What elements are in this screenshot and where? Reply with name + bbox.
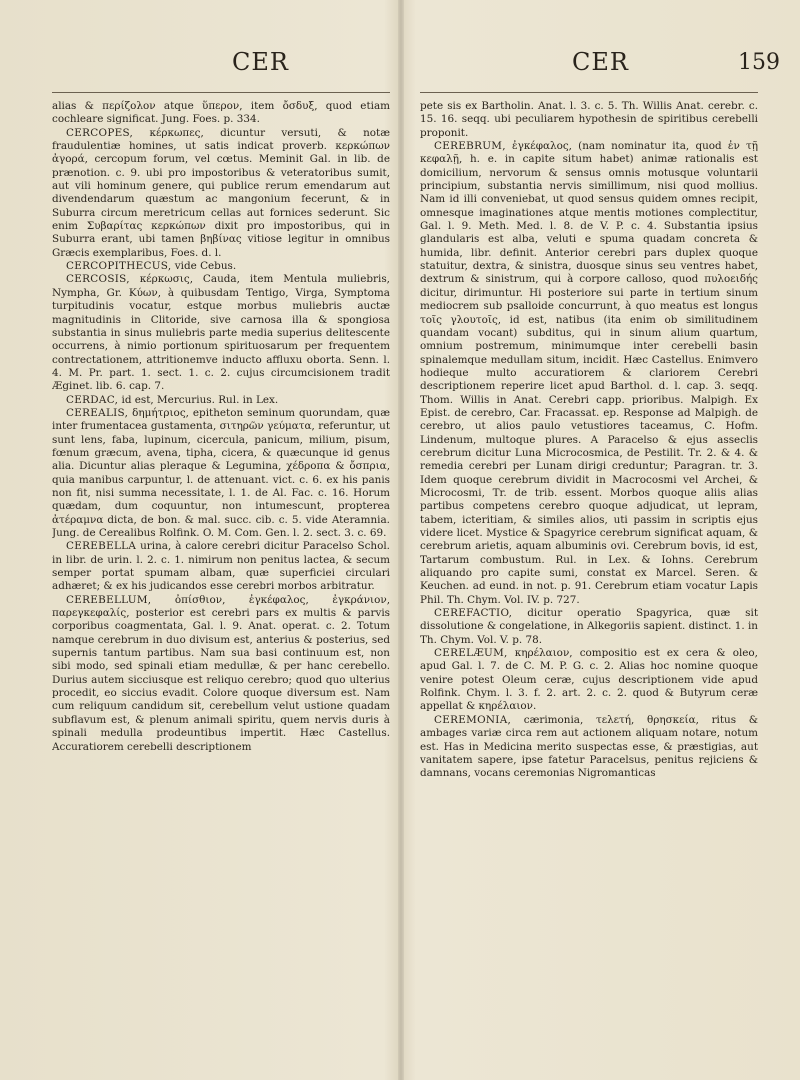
entry-headword: CERCOPES, bbox=[66, 126, 134, 139]
dictionary-entry bbox=[52, 407, 390, 540]
entry-text: dicitur operatio Spagyrica, quæ sit dissolutione & congelatione, in Alkegoriis sapient. distinct. 1. in Th. Chym. Vol. V. p. 78. bbox=[420, 607, 758, 646]
entry-text: δημήτριος, epitheton seminum quorundam, quæ inter frumentacea gustamenta, σιτηρῶν γεύματα, referuntur, ut sunt lens, faba, lupinum, cicercula, panicum, milium, pisum, fœnum græcum, avena, tipha, cicera, & quæcunque id genus alia. Dicuntur alias pleraque & Legumina, χέδροπα & ὄσπρια, quia manibus carpuntur, l. de attenuant. vict. c. 6. ex his panis non fit, nisi summa necessitate, l. 1. de Al. Fac. c. 16. Horum quædam, dum coquuntur, non intumescunt, propterea ἀτέραμνα dicta, de bon. & mal. succ. cib. c. 5. vide Ateramnia. Jung. de Cerealibus Rolfink. O. M. Com. Gen. l. 2. sect. 3. c. 69. bbox=[52, 406, 390, 539]
dictionary-entry bbox=[420, 714, 758, 781]
entry-headword: CEREBRUM, bbox=[434, 140, 506, 153]
entry-text: pete sis ex Bartholin. Anat. l. 3. c. 5. Th. Willis Anat. cerebr. c. 15. 16. seqq. ubi peculiarem hypothesin de spiritibus cerebelli proponit. bbox=[420, 100, 758, 139]
entry-text: κηρέλαιον, compositio est ex cera & oleo, apud Gal. l. 7. de C. M. P. G. c. 2. Alias hoc nomine quoque venire potest Oleum ceræ, cujus descriptionem vide apud Rolfink. Chym. l. 3. f. 2. art. 2. c. 2. quod & Butyrum ceræ appellat & κηρέλαιον. bbox=[420, 647, 758, 713]
dictionary-entry bbox=[420, 647, 758, 714]
book-gutter bbox=[398, 0, 404, 1080]
entry-text: urina, à calore cerebri dicitur Paracelso Schol. in libr. de urin. l. 2. c. 1. nimirum non penitus lactea, & secum semper portat spumam albam, quæ superficiei circulari adhæret; & ex his judicandos esse cerebri morbos arbitratur. bbox=[52, 540, 390, 593]
entry-headword: CERCOPITHECUS, bbox=[66, 260, 172, 273]
dictionary-entry bbox=[420, 100, 758, 140]
entry-text: id est, Mercurius. Rul. in Lex. bbox=[121, 393, 279, 406]
entry-text: cærimonia, τελετή, θρησκεία, ritus & ambages variæ circa rem aut actionem aliquam notare, notum est. Has in Medicina merito suspectas esse, & præstigias, aut vanitatem sapere, ipse fatetur Paracelsus, penitus rejiciens & damnans, vocans ceremonias Nigromanticas bbox=[420, 713, 758, 780]
entry-text: κέρκωσις, Cauda, item Mentula muliebris, Nympha, Gr. Κύων, à quibusdam Tentigo, Virga, Symptoma turpitudinis vocatur, estque morbus muliebris auctæ magnitudinis in Clitoride, sive carnosa illa & spongiosa substantia in sinus muliebris parte media superius delitescente occurrens, à nimio portionum spirituosarum per frequentem contrectationem, attritionemve inducto affluxu oborta. Senn. l. 4. M. Pr. part. 1. sect. 1. c. 2. cujus circumcisionem tradit Æginet. lib. 6. cap. 7. bbox=[52, 273, 390, 393]
entry-headword: CERCOSIS, bbox=[66, 273, 130, 286]
right-column bbox=[420, 100, 758, 1060]
dictionary-entry bbox=[52, 594, 390, 754]
header-rule-right bbox=[420, 92, 758, 93]
dictionary-entry bbox=[52, 273, 390, 393]
page-number: 159 bbox=[738, 50, 780, 75]
dictionary-entry bbox=[420, 140, 758, 607]
header-rule-left bbox=[52, 92, 390, 93]
dictionary-entry bbox=[52, 394, 390, 407]
header-left: CER bbox=[232, 48, 289, 76]
entry-headword: CERDAC, bbox=[66, 393, 119, 406]
left-column bbox=[52, 100, 390, 1060]
entry-text: ὀπίσθιον, ἐγκέφαλος, ἐγκράνιον, παρεγκεφαλίς, posterior est cerebri pars ex multis & parvis corporibus coagmentata, Gal. l. 9. Anat. operat. c. 2. Totum namque cerebrum in duo divisum est, anterius & posterius, sed supernis tantum partibus. Nam sua basi continuum est, non sibi modo, sed spinali etiam medullæ, & per hanc cerebello. Durius autem sicciusque est reliquo cerebro; quod quo ulterius procedit, eo siccius evadit. Colore quoque diversum est. Nam cum reliquum candidum sit, cerebellum velut ustione quadam subflavum est, & plenum animali spiritu, quem nervis duris à spinali medulla prodeuntibus impertit. Hæc Castellus. Accuratiorem cerebelli descriptionem bbox=[52, 593, 390, 753]
entry-text: alias & περίζολον atque ὕπερον, item ὄσδυξ, quod etiam cochleare significat. Jung. Foes. p. 334. bbox=[52, 100, 390, 126]
running-header bbox=[0, 48, 800, 88]
dictionary-entry bbox=[52, 127, 390, 260]
entry-headword: CEREBELLA bbox=[66, 540, 137, 553]
entry-headword: CEREMONIA, bbox=[434, 713, 512, 726]
entry-headword: CEREFACTIO, bbox=[434, 607, 513, 620]
dictionary-entry bbox=[52, 260, 390, 273]
header-right: CER bbox=[572, 48, 629, 76]
entry-headword: CEREBELLUM, bbox=[66, 593, 152, 606]
dictionary-entry bbox=[420, 607, 758, 647]
entry-headword: CERELÆUM, bbox=[434, 647, 508, 660]
entry-text: vide Cebus. bbox=[174, 260, 237, 273]
entry-headword: CEREALIS, bbox=[66, 406, 129, 419]
dictionary-entry bbox=[52, 100, 390, 127]
entry-text: κέρκωπες, dicuntur versuti, & notæ fraudulentiæ homines, ut satis indicat proverb. κερκώπων ἀγορά, cercopum forum, vel cœtus. Meminit Gal. in lib. de prænotion. c. 9. ubi pro impostoribus & veteratoribus sumit, aut vili hominum genere, qui publice rerum emendarum aut divendendarum quæstum ac mangonium fecerunt, & in Suburra circum meretricum cellas aut fornices sederunt. Sic enim Συβαρίτας κερκώπων dixit pro impostoribus, qui in Suburra erant, ubi tamen βηβίνας vitiose legitur in omnibus Græcis exemplaribus, Foes. d. l. bbox=[52, 126, 390, 259]
entry-text: ἐγκέφαλος, (nam nominatur ita, quod ἐν τῇ κεφαλῇ, h. e. in capite situm habet) animæ rationalis est domicilium, nervorum & sensus omnis motusque voluntarii principium, substantia nervis simillimum, nisi quod mollius. Nam id illi conveniebat, ut quod sensus quidem omnes recipit, omnesque imaginationes atque mentis motiones complectitur, Gal. l. 9. Meth. Med. l. 8. de V. P. c. 4. Substantia ipsius glandularis est alba, veluti e spuma quadam concreta & humida, libr. definit. Anterior cerebri pars duplex quoque statuitur, dextra, & sinistra, duosque sinus seu ventres habet, dextrum & sinistrum, qui à corpore calloso, quod πυλοειδής dicitur, dirimuntur. Hi posteriore sui parte in tertium sinum mediocrem sub psalloide concurrunt, à quo meatus est longus τοῖς γλουτοῖς, id est, natibus (ita enim ob similitudinem quandam vocant) subditus, qui in sinum alium quartum, omnium postremum, minimumque inter cerebelli basin spinalemque medullam situm, incidit. Hæc Castellus. Enimvero hodieque multo accuratiorem & clariorem Cerebri descriptionem reperire licet apud Barthol. d. l. cap. 3. seqq. Thom. Willis in Anat. Cerebri capp. prioribus. Malpigh. Ex Epist. de cerebro, Car. Fracassat. ep. Response ad Malpigh. de cerebro, ut alios paulo vetustiores taceamus, C. Hofm. Lindenum, multoque plures. A Paracelso & ejus asseclis cerebrum dicitur Luna Microcosmica, de Pestilit. Tr. 2. & 4. & remedia cerebri per Lunam dirigi creduntur; Paragran. tr. 3. Idem quoque cerebrum dividit in Macrocosmi vel Archei, & Microcosmi, Tr. de trib. essent. Morbos quoque aliis alias partibus competens cerebro quoque adjudicat, ut lepram, tabem, icteritiam, & similes alios, uti passim in scriptis ejus videre licet. Mystice & Spagyrice cerebrum significat aquam, & cerebrum arietis, aquam albuminis ovi. Cerebrum bovis, id est, Tartarum combustum. Rul. in Lex. & Iohns. Cerebrum aliquando pro capite sumi, constat ex Marcel. Seren. & Keuchen. ad eund. in not. p. 91. Cerebrum etiam vocatur Lapis Phil. Th. Chym. Vol. IV. p. 727. bbox=[420, 140, 758, 606]
dictionary-entry bbox=[52, 540, 390, 593]
